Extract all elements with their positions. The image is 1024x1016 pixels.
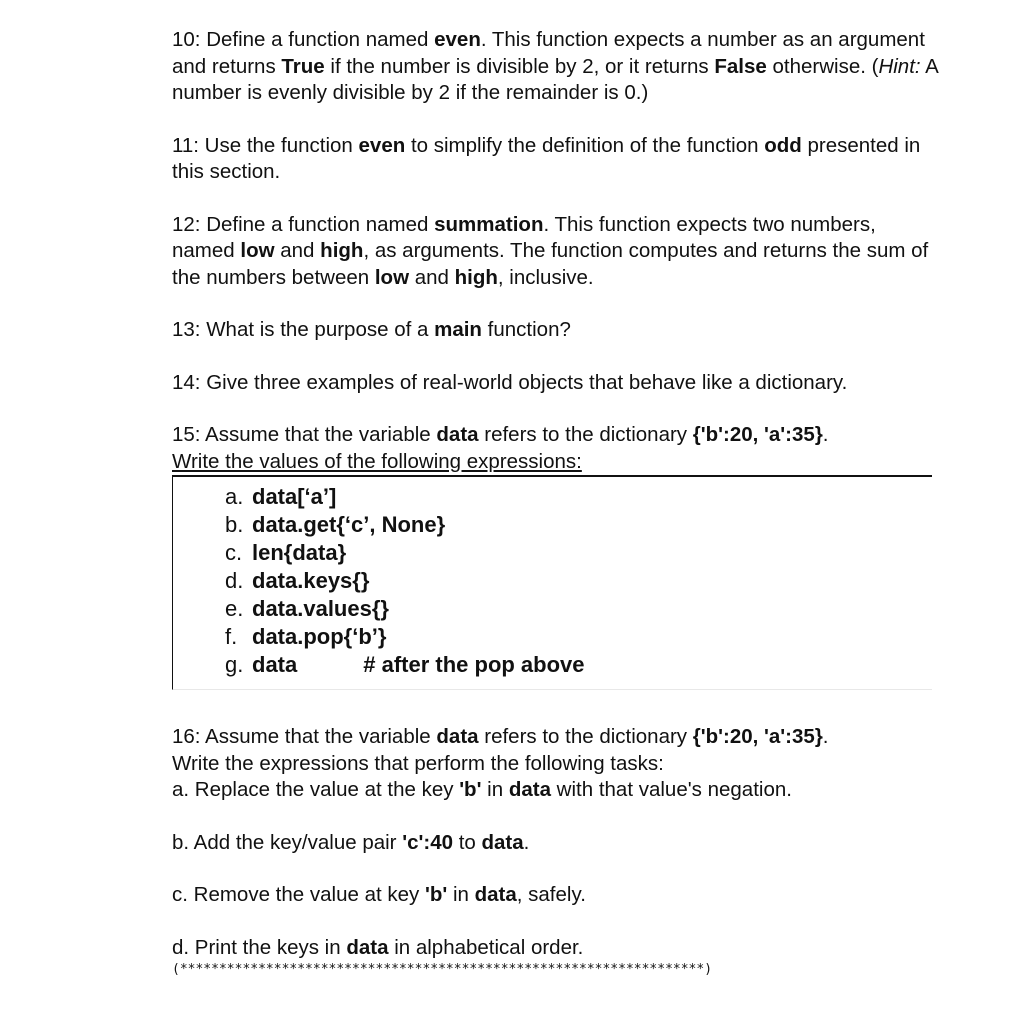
item-letter: a. [225,484,244,509]
q15-instruction: Write the values of the following expressions: [172,449,582,473]
item-code: data [252,652,298,677]
q15-text: . [822,423,829,446]
q16c-bold: 'b' [424,883,448,906]
item-code: len{data} [252,540,347,565]
q16c-text: , safely. [516,883,586,906]
item-letter: b. [225,512,244,537]
q16-task-b [172,830,942,857]
q10-bold-true: True [281,54,325,78]
q16c-bold: data [474,883,517,906]
q12-bold-low: low [374,265,410,289]
item-code: data.keys{} [252,568,370,593]
q16-text: . [822,725,829,748]
q15-text: 15: Assume that the variable [172,423,437,446]
q16-instruction: Write the expressions that perform the following tasks: [172,751,664,775]
q10-text: if the number is divisible by 2, or it returns [324,54,715,78]
q16c-text: c. Remove the value at key [172,883,425,906]
q12-text: and [274,239,321,262]
expression-item [225,511,932,539]
item-code: data.get{‘c’, None} [252,512,446,537]
q12-bold-low: low [240,239,275,262]
q16-task-d [172,935,942,962]
q13-bold-main: main [434,318,482,341]
question-14 [172,370,942,397]
item-comment: # after the pop above [363,652,585,677]
q12-bold-summation: summation [434,212,544,236]
expression-item [225,567,932,595]
expression-item [225,483,932,511]
q16a-bold: data [508,778,551,801]
q15-bold-dict: {'b':20, 'a':35} [692,423,823,446]
q16c-text: in [447,883,475,906]
item-code: data.pop{‘b’} [252,624,387,649]
q11-bold-odd: odd [764,133,802,157]
q16a-text: in [481,778,509,801]
q10-text: 10: Define a function named [172,28,435,51]
q16-bold-dict: {'b':20, 'a':35} [692,725,823,748]
q11-bold-even: even [358,133,406,157]
document [172,27,942,979]
q12-bold-high: high [320,239,364,262]
item-letter: f. [225,624,238,649]
q16a-text: with that value's negation. [550,778,792,801]
q16b-bold: 'c':40 [402,830,453,854]
q16-task-c [172,882,942,909]
item-letter: c. [225,540,243,565]
item-letter: g. [225,652,244,677]
q16a-bold: 'b' [459,778,482,801]
expression-item [225,623,932,651]
expression-item [225,539,932,567]
q12-text: , as arguments. The function computes and returns the sum of the numbers between [172,239,929,289]
question-12 [172,212,942,292]
q10-text: A number is evenly divisible by 2 if the remainder is 0.) [172,54,938,104]
expression-list-box [172,475,932,690]
q10-text: otherwise. ( [766,54,879,78]
q16-task-a [172,777,942,804]
q16-text: 16: Assume that the variable [172,725,437,748]
expression-item [225,651,932,679]
item-code: data.values{} [252,596,389,621]
question-15 [172,422,942,475]
q12-bold-high: high [454,265,498,289]
q16-text: refers to the dictionary [478,725,693,748]
item-letter: e. [225,596,244,621]
q16b-text: . [523,830,530,854]
question-11 [172,133,942,186]
q15-text: refers to the dictionary [478,423,693,446]
q10-text: . This function expects a number as an argument and returns [172,28,925,78]
q11-text: 11: Use the function [172,133,359,157]
q10-hint-label: Hint: [878,54,921,78]
q12-text: and [409,265,455,289]
q13-text: function? [481,318,571,341]
q10-bold-even: even [434,28,481,51]
question-13 [172,317,942,344]
expression-item [225,595,932,623]
q11-text: presented in this section. [172,133,921,183]
q10-bold-false: False [714,54,767,78]
q16b-bold: data [481,830,524,854]
asterisk-separator: (*******************************************************************) [172,962,713,977]
q14-text: 14: Give three examples of real-world objects that behave like a dictionary. [172,370,848,394]
question-16 [172,724,942,979]
q15-bold-data: data [436,423,479,446]
q16b-text: to [453,830,482,854]
q12-text: 12: Define a function named [172,212,435,236]
q16-bold-data: data [436,725,479,748]
q12-text: , inclusive. [497,265,594,289]
q11-text: to simplify the definition of the function [405,133,765,157]
q16d-text: in alphabetical order. [388,935,584,959]
item-letter: d. [225,568,244,593]
q16d-text: d. Print the keys in [172,935,347,959]
q16d-bold: data [346,935,389,959]
q13-text: 13: What is the purpose of a [172,318,435,341]
q12-text: . This function expects two numbers, named [172,212,876,262]
question-10 [172,27,942,107]
item-code: data[‘a’] [252,484,337,509]
q16b-text: b. Add the key/value pair [172,830,403,854]
q16a-text: a. Replace the value at the key [172,778,460,801]
